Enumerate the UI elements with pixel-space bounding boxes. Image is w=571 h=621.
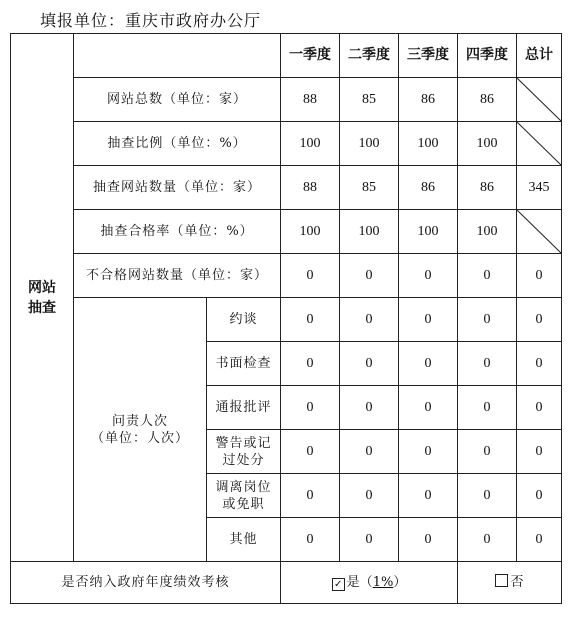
category-label-line: 抽查	[28, 299, 56, 316]
value-cell: 100	[340, 122, 399, 166]
empty-diagonal-cell	[517, 78, 562, 122]
value-cell: 0	[399, 342, 458, 386]
table-row	[11, 122, 562, 166]
value-cell: 85	[340, 166, 399, 210]
row-label: 抽查比例（单位：%）	[74, 122, 281, 166]
value-cell: 86	[399, 166, 458, 210]
quarter-header: 总计	[517, 34, 562, 78]
value-cell: 0	[458, 474, 517, 518]
value-cell: 0	[340, 518, 399, 562]
table-row	[11, 298, 562, 342]
accountability-label-line: 问责人次	[111, 413, 168, 429]
table-row	[11, 78, 562, 122]
sub-row-label-line: 调离岗位	[215, 479, 272, 495]
no-option[interactable]	[495, 574, 523, 591]
value-cell: 100	[281, 210, 340, 254]
sub-row-label-line: 通报批评	[215, 400, 272, 415]
value-cell: 0	[281, 254, 340, 298]
quarter-header: 二季度	[340, 34, 399, 78]
value-cell: 100	[340, 210, 399, 254]
header-corner	[74, 34, 281, 78]
value-cell: 0	[399, 430, 458, 474]
website-inspection-table	[10, 33, 562, 604]
sub-row-label	[207, 342, 281, 386]
empty-diagonal-cell	[517, 210, 562, 254]
value-cell: 0	[399, 518, 458, 562]
value-cell: 0	[340, 474, 399, 518]
value-cell: 0	[281, 518, 340, 562]
accountability-label	[74, 298, 207, 562]
value-cell: 0	[517, 386, 562, 430]
value-cell: 0	[517, 430, 562, 474]
yes-option[interactable]	[332, 574, 407, 591]
sub-row-label	[207, 430, 281, 474]
performance-label: 是否纳入政府年度绩效考核	[11, 562, 281, 604]
sub-row-label	[207, 386, 281, 430]
row-label: 不合格网站数量（单位：家）	[74, 254, 281, 298]
sub-row-label-line: 警告或记	[215, 435, 272, 451]
value-cell: 0	[458, 430, 517, 474]
value-cell: 0	[281, 386, 340, 430]
sub-row-label	[207, 518, 281, 562]
quarter-header: 三季度	[399, 34, 458, 78]
category-label-line: 网站	[28, 279, 56, 296]
value-cell: 0	[458, 518, 517, 562]
value-cell: 0	[517, 298, 562, 342]
pct-suffix: ）	[393, 575, 407, 590]
pct-prefix: （	[359, 575, 373, 590]
value-cell: 0	[517, 342, 562, 386]
sub-row-label	[207, 474, 281, 518]
value-cell: 0	[399, 474, 458, 518]
value-cell: 0	[517, 254, 562, 298]
performance-percent: 1%	[372, 575, 394, 590]
checkbox-unchecked-icon[interactable]	[495, 574, 508, 587]
value-cell: 85	[340, 78, 399, 122]
value-cell: 0	[281, 474, 340, 518]
performance-row	[11, 562, 562, 604]
value-cell: 0	[340, 298, 399, 342]
table-row	[11, 210, 562, 254]
accountability-label-line: （单位：人次）	[90, 430, 189, 446]
quarter-header: 一季度	[281, 34, 340, 78]
table-row	[11, 254, 562, 298]
value-cell: 0	[399, 298, 458, 342]
value-cell: 100	[458, 122, 517, 166]
performance-no-cell	[458, 562, 562, 604]
performance-yes-cell	[281, 562, 458, 604]
value-cell: 0	[458, 386, 517, 430]
value-cell: 100	[399, 210, 458, 254]
category-cell	[11, 34, 74, 562]
checkbox-checked-icon[interactable]: ✓	[332, 578, 345, 591]
value-cell: 86	[458, 78, 517, 122]
value-cell: 0	[281, 298, 340, 342]
value-cell: 0	[399, 254, 458, 298]
value-cell: 0	[340, 386, 399, 430]
sub-row-label-line: 过处分	[222, 452, 265, 468]
value-cell: 88	[281, 166, 340, 210]
row-label: 网站总数（单位：家）	[74, 78, 281, 122]
header-row	[11, 34, 562, 78]
value-cell: 86	[399, 78, 458, 122]
value-cell: 0	[517, 474, 562, 518]
sub-row-label-line: 书面检查	[215, 356, 272, 371]
sub-row-label	[207, 298, 281, 342]
value-cell: 0	[517, 518, 562, 562]
value-cell: 86	[458, 166, 517, 210]
no-label: 否	[510, 575, 524, 590]
sub-row-label-line: 其他	[229, 532, 258, 547]
reporting-unit: 填报单位：重庆市政府办公厅	[40, 11, 262, 30]
value-cell: 100	[281, 122, 340, 166]
empty-diagonal-cell	[517, 122, 562, 166]
value-cell: 0	[340, 342, 399, 386]
value-cell: 0	[340, 254, 399, 298]
sub-row-label-line: 或免职	[222, 496, 265, 512]
value-cell: 345	[517, 166, 562, 210]
value-cell: 88	[281, 78, 340, 122]
value-cell: 0	[399, 386, 458, 430]
value-cell: 0	[281, 430, 340, 474]
value-cell: 100	[399, 122, 458, 166]
yes-label: 是	[346, 575, 360, 590]
row-label: 抽查网站数量（单位：家）	[74, 166, 281, 210]
value-cell: 0	[458, 254, 517, 298]
table-row	[11, 166, 562, 210]
quarter-header: 四季度	[458, 34, 517, 78]
sub-row-label-line: 约谈	[229, 312, 258, 327]
value-cell: 0	[281, 342, 340, 386]
value-cell: 100	[458, 210, 517, 254]
value-cell: 0	[340, 430, 399, 474]
value-cell: 0	[458, 298, 517, 342]
row-label: 抽查合格率（单位：%）	[74, 210, 281, 254]
value-cell: 0	[458, 342, 517, 386]
